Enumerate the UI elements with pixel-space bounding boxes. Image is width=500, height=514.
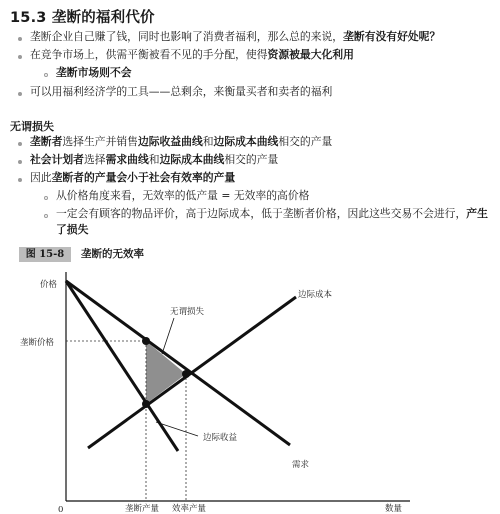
bold-run: 社会计划者 — [30, 153, 84, 166]
sub-bullet-text — [56, 207, 488, 221]
sub-bullet-text-cont — [56, 223, 88, 237]
bullet-text — [30, 30, 440, 44]
origin-label: 0 — [58, 505, 64, 514]
bold-run: 需求曲线 — [105, 153, 149, 166]
text-run: 相交的产量 — [224, 153, 279, 166]
dwl-label-leader — [162, 318, 174, 354]
text-run: 和 — [202, 135, 214, 148]
text-run: 选择生产并销售 — [62, 135, 138, 148]
bullet-dot — [18, 160, 22, 164]
bullet-dot — [18, 55, 22, 59]
text-run: 垄断企业自己赚了钱，同时也影响了消费者福利，那么总的来说， — [30, 30, 344, 43]
text-run: 选择 — [83, 153, 106, 166]
text-run: 相交的产量 — [278, 135, 333, 148]
demand-curve — [66, 281, 290, 445]
deadweight-loss-area — [146, 341, 186, 404]
bold-run: 垄断有没有好处呢？ — [343, 30, 441, 43]
bullet-dot — [18, 37, 22, 41]
price-axis-label: 价格 — [40, 280, 58, 290]
bold-run: 资源被最大化利用 — [267, 48, 354, 61]
bullet-text — [30, 171, 235, 185]
efficient-point — [182, 370, 190, 378]
bold-run: 产生 — [466, 207, 488, 220]
section-title: 15.3 垄断的福利代价 — [10, 10, 155, 26]
text-run: 可以用福利经济学的工具——总剩余，来衡量买者和卖者的福利 — [30, 85, 333, 98]
text-run: 和 — [148, 153, 160, 166]
demand-label: 需求 — [292, 460, 310, 470]
bold-run: 边际成本曲线 — [159, 153, 225, 166]
monopoly-inefficiency-diagram — [0, 262, 500, 514]
marginal-cost-label: 边际成本 — [298, 290, 333, 300]
bold-run: 垄断者 — [30, 135, 63, 148]
sub-bullet-text — [56, 189, 309, 203]
deadweight-loss-label: 无谓损失 — [170, 307, 205, 317]
text-run: 从价格角度来看，无效率的低产量 = 无效率的高价格 — [56, 189, 310, 202]
text-run: 一定会有顾客的物品评价，高于边际成本，低于垄断者价格，因此这些交易不会进行， — [56, 207, 467, 220]
bullet-dot — [18, 178, 22, 182]
bullet-dot — [18, 92, 22, 96]
text-run: 在竞争市场上，供需平衡被看不见的手分配，使得 — [30, 48, 268, 61]
subsection-title: 无谓损失 — [10, 120, 54, 133]
monopoly-point — [142, 337, 150, 345]
mr-mc-intersection — [142, 400, 150, 408]
sub-bullet-dot — [44, 73, 48, 77]
bullet-text — [30, 153, 278, 167]
bullet-text — [56, 66, 132, 80]
bold-run: 边际收益曲线 — [137, 135, 203, 148]
bullet-text — [30, 48, 354, 62]
bullet-text — [30, 85, 332, 99]
figure-title: 垄断的无效率 — [81, 248, 144, 260]
bold-run: 边际成本曲线 — [213, 135, 279, 148]
sub-bullet-dot — [44, 196, 48, 200]
text-run: 因此 — [30, 171, 52, 184]
marginal-revenue-label: 边际收益 — [203, 433, 238, 443]
bullet-dot — [18, 142, 22, 146]
efficient-qty-label: 效率产量 — [172, 504, 207, 514]
bold-run: 了损失 — [56, 223, 89, 236]
monopoly-qty-label: 垄断产量 — [125, 504, 160, 514]
bold-run: 垄断者的产量会小于社会有效率的产量 — [51, 171, 236, 184]
quantity-axis-label: 数量 — [385, 504, 403, 514]
sub-bullet-dot — [44, 214, 48, 218]
bullet-text — [30, 135, 332, 149]
bold-run: 垄断市场则不会 — [56, 66, 132, 79]
monopoly-price-label: 垄断价格 — [20, 338, 55, 348]
figure-tag: 图 15-8 — [19, 247, 71, 262]
